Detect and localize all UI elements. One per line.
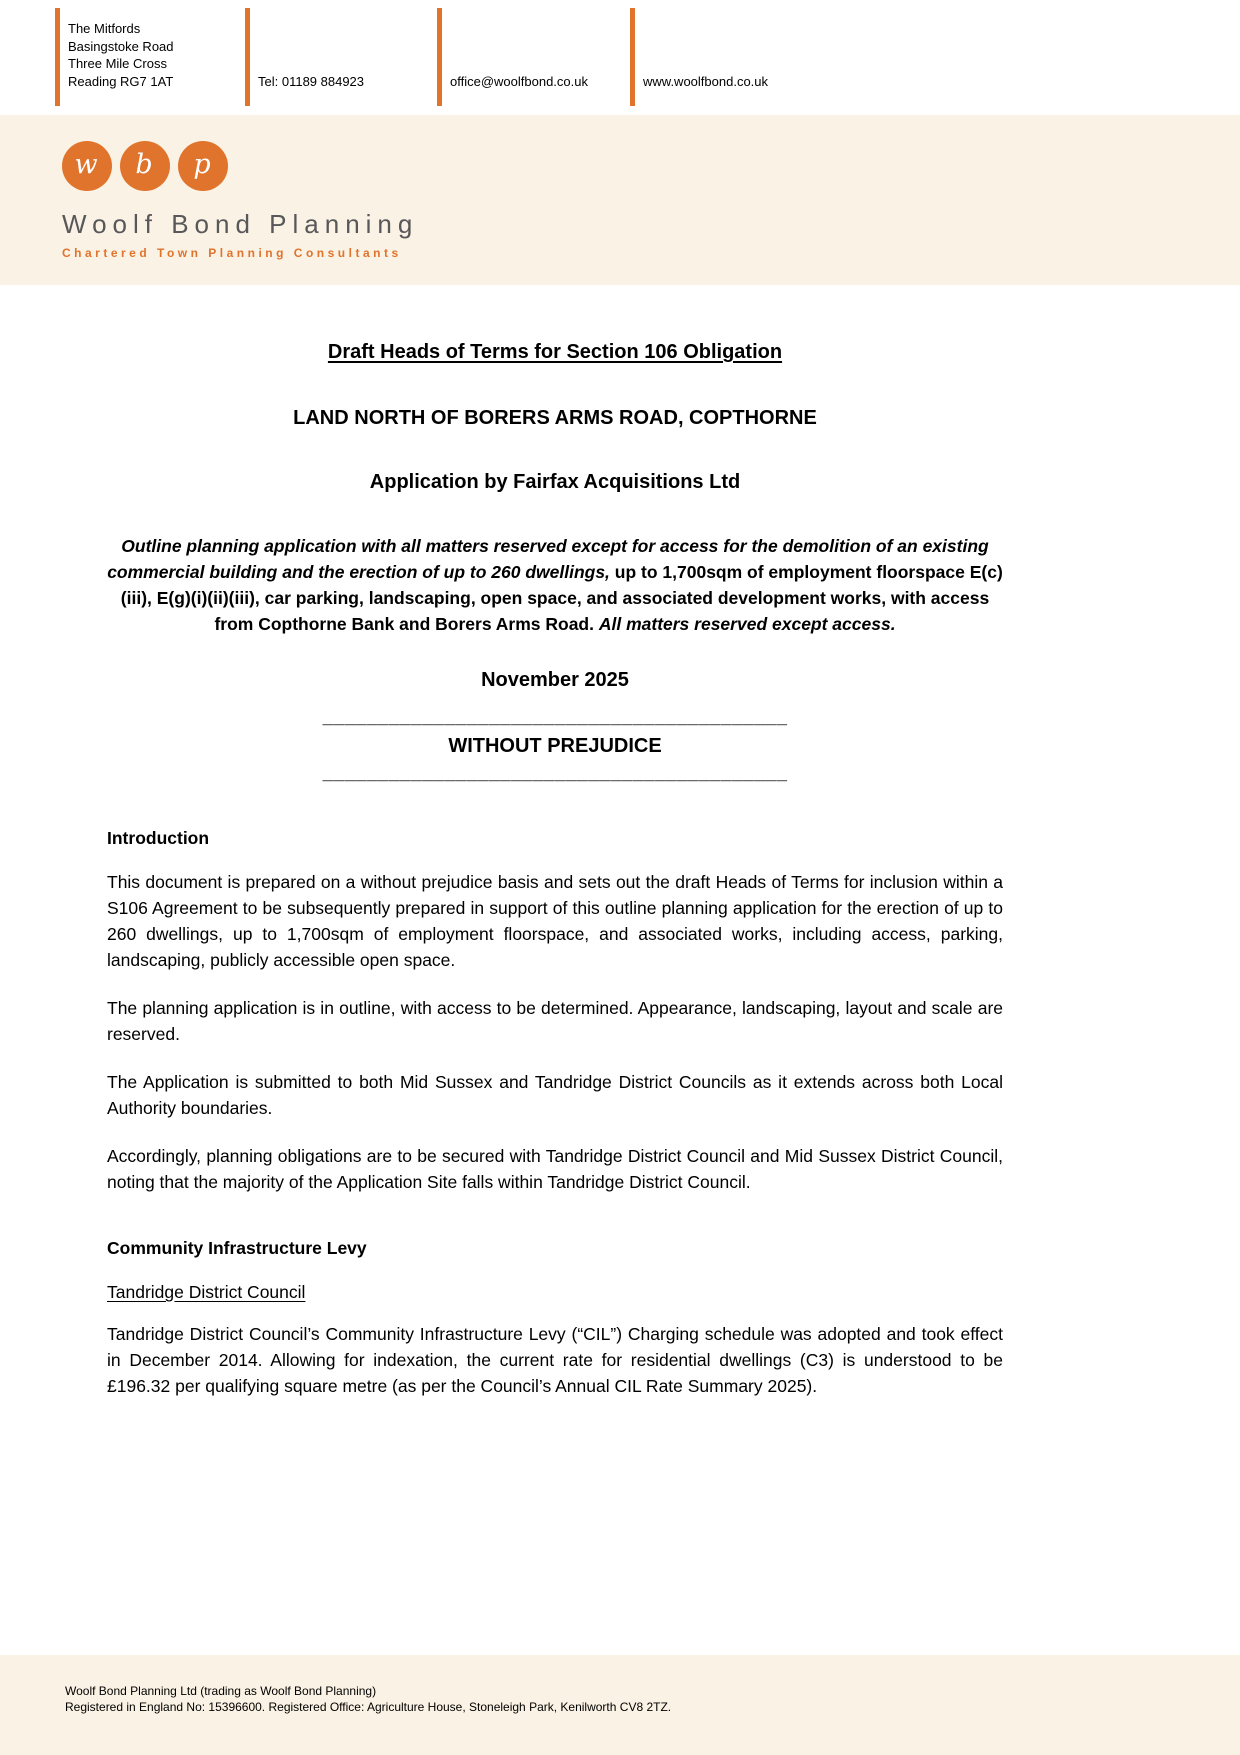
address-lines	[68, 0, 245, 90]
website-text: www.woolfbond.co.uk	[643, 74, 769, 89]
logo-circle-w	[62, 141, 112, 191]
address-line: The Mitfords	[68, 21, 141, 36]
letterhead	[0, 0, 1240, 115]
horizontal-rule: __________________________________________	[322, 763, 788, 784]
paragraph: Accordingly, planning obligations are to be secured with Tandridge District Council and Mid Sussex District Council, noting that the majority of the Application Site falls within Tandridge District Council.	[107, 1146, 1003, 1192]
letterhead-address-block	[55, 0, 245, 115]
paragraph: The planning application is in outline, with access to be determined. Appearance, landscaping, layout and scale are reserved.	[107, 998, 1003, 1044]
divider-bar	[55, 8, 60, 106]
document-title: Draft Heads of Terms for Section 106 Obligation	[327, 341, 783, 363]
description-italic-1: Outline planning application with all matters reserved except for access for the demolition of an existing commercial building and the erection of up to 260 dwellings,	[107, 536, 989, 582]
logo-circle-b	[120, 141, 170, 191]
telephone-text: Tel: 01189 884923	[258, 74, 365, 89]
footer-company-line: Woolf Bond Planning Ltd (trading as Woolf Bond Planning)	[65, 1684, 377, 1698]
brand-band	[0, 115, 1240, 285]
document-date: November 2025	[481, 669, 629, 691]
letterhead-website-block	[630, 0, 930, 115]
company-logo	[62, 141, 1240, 191]
description-italic-2: All matters reserved except access.	[598, 614, 896, 634]
applicant-heading: Application by Fairfax Acquisitions Ltd	[369, 471, 741, 493]
paragraph: This document is prepared on a without prejudice basis and sets out the draft Heads of Terms for inclusion within a S106 Agreement to be subsequently prepared in support of this outline planning application for the erection of up to 260 dwellings, up to 1,700sqm of employment floorspace, and associated works, including access, parking, landscaping, publicly accessible open space.	[107, 872, 1003, 970]
footer-registration-line: Registered in England No: 15396600. Registered Office: Agriculture House, Stoneleigh Park, Kenilworth CV8 2TZ.	[65, 1700, 672, 1714]
divider-bar	[245, 8, 250, 106]
description-regular: up to 1,700sqm of employment floorspace E(c)(iii), E(g)(i)(ii)(iii), car parking, landscaping, open space, and associated development works, with access from Copthorne Bank and Borers Arms Road.	[120, 562, 1003, 634]
tandridge-heading: Tandridge District Council	[107, 1282, 306, 1302]
logo-letter-b: b	[135, 148, 153, 180]
cil-heading: Community Infrastructure Levy	[107, 1238, 367, 1258]
logo-letter-w: w	[74, 148, 98, 180]
paragraph: Tandridge District Council’s Community Infrastructure Levy (“CIL”) Charging schedule was adopted and took effect in December 2014. Allowing for indexation, the current rate for residential dwellings (C3) is understood to be £196.32 per qualifying square metre (as per the Council’s Annual CIL Rate Summary 2025).	[107, 1324, 1003, 1396]
company-name: Woolf Bond Planning	[62, 209, 419, 239]
address-line: Reading RG7 1AT	[68, 73, 174, 89]
company-tagline: Chartered Town Planning Consultants	[62, 246, 402, 260]
address-line: Three Mile Cross	[68, 56, 167, 71]
site-heading: LAND NORTH OF BORERS ARMS ROAD, COPTHORNE	[293, 407, 817, 429]
paragraph: The Application is submitted to both Mid Sussex and Tandridge District Councils as it extends across both Local Authority boundaries.	[107, 1072, 1003, 1118]
introduction-heading: Introduction	[107, 828, 210, 848]
logo-letter-p: p	[193, 148, 211, 180]
address-line: Basingstoke Road	[68, 38, 174, 54]
letterhead-telephone-block	[245, 0, 437, 115]
footer-band	[0, 1655, 1240, 1755]
letterhead-email-block	[437, 0, 630, 115]
without-prejudice-heading: WITHOUT PREJUDICE	[448, 735, 662, 757]
email-text: office@woolfbond.co.uk	[450, 74, 588, 89]
document-body	[107, 285, 1003, 1421]
development-description	[107, 533, 1003, 637]
logo-circle-p	[178, 141, 228, 191]
divider-bar	[437, 8, 442, 106]
horizontal-rule: __________________________________________	[322, 707, 788, 728]
divider-bar	[630, 8, 635, 106]
